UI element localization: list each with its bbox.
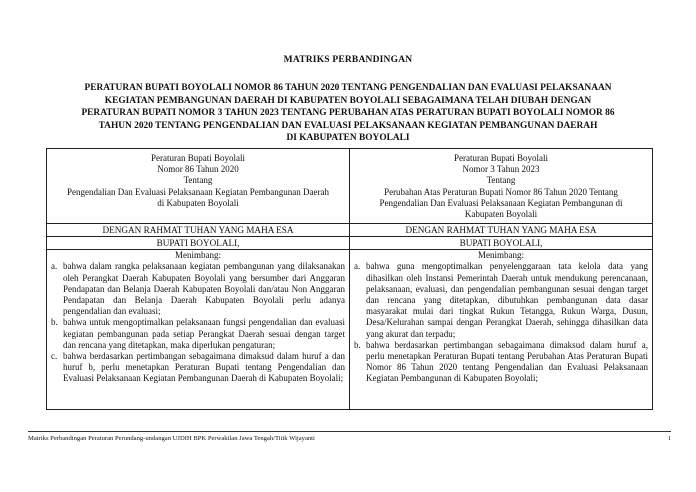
page-number: 1 xyxy=(667,435,671,442)
list-marker: b. xyxy=(354,339,361,350)
official-row xyxy=(47,237,653,250)
header-line: di Kabupaten Boyolali xyxy=(157,197,239,208)
regulation-header-row xyxy=(47,149,653,224)
list-item-text: bahwa guna mengoptimalkan penyelenggaraan tata kelola data yang dihasilkan oleh Instansi Pemerintah Daerah untuk mendukung perencanaan, pelaksanaan, evaluasi, dan pengendalian pembangunan sesuai dengan target dan rencana yang ditetapkan, dibutuhkan pembangunan data dasar masyarakat mulai dari tingkat Rukun Tetangga, Rukun Warga, Dusun, Desa/Kelurahan sampai dengan Perangkat Daerah, sehingga dihasilkan data yang akurat dan terpadu; xyxy=(366,261,648,339)
page-title: MATRIKS PERBANDINGAN xyxy=(283,55,413,65)
list-item xyxy=(51,261,345,317)
considering-list xyxy=(51,261,345,384)
subtitle-line: DI KABUPATEN BOYOLALI xyxy=(286,133,410,144)
right-considering xyxy=(350,250,653,409)
list-item-text: bahwa berdasarkan pertimbangan sebagaimana dimaksud dalam huruf a, perlu menetapkan Peraturan Bupati tentang Perubahan Atas Peraturan Bupati Nomor 86 Tahun 2020 tentang Pengendalian dan Evaluasi Pelaksanaan Kegiatan Pembangunan di Kabupaten Boyolali; xyxy=(366,339,648,384)
list-item xyxy=(51,317,345,351)
left-official: BUPATI BOYOLALI, xyxy=(47,237,350,250)
considering-label: Menimbang: xyxy=(175,250,221,261)
list-marker: b. xyxy=(51,317,58,328)
comparison-table xyxy=(46,148,653,410)
list-item xyxy=(354,261,648,339)
list-item-text: bahwa untuk mengoptimalkan pelaksanaan fungsi pengendalian dan evaluasi kegiatan pembangunan pada setiap Perangkat Daerah sesuai dengan target dan rencana yang ditetapkan, maka diperlukan pengaturan; xyxy=(63,317,345,350)
left-considering xyxy=(47,250,350,409)
left-grace: DENGAN RAHMAT TUHAN YANG MAHA ESA xyxy=(47,224,350,237)
header-line: Peraturan Bupati Boyolali xyxy=(151,153,245,163)
considering-label: Menimbang: xyxy=(478,250,524,261)
list-marker: a. xyxy=(354,261,361,272)
header-line: Kabupaten Boyolali xyxy=(464,209,538,220)
list-marker: a. xyxy=(51,261,58,272)
grace-row xyxy=(47,224,653,237)
footer-text: Matriks Perbandingan Peraturan Perundang-undangan UJDIH BPK Perwakilan Jawa Tengah/Titik Wijayanti xyxy=(28,435,315,442)
list-item xyxy=(51,351,345,385)
considering-list xyxy=(354,261,648,384)
document-subtitle xyxy=(60,82,636,145)
left-regulation-header xyxy=(47,149,350,224)
list-marker: c. xyxy=(51,351,58,362)
subtitle-line: TAHUN 2020 TENTANG PENGENDALIAN DAN EVALUASI PELAKSANAAN KEGIATAN PEMBANGUNAN DAERAH xyxy=(98,120,598,131)
page-footer xyxy=(28,431,671,442)
header-line: Tentang xyxy=(486,175,516,186)
subtitle-line: PERATURAN BUPATI NOMOR 3 TAHUN 2023 TENTANG PERUBAHAN ATAS PERATURAN BUPATI BOYOLALI NOMOR 86 xyxy=(81,108,615,119)
header-line: Perubahan Atas Peraturan Bupati Nomor 86 Tahun 2020 Tentang xyxy=(384,186,618,197)
list-item xyxy=(354,340,648,385)
list-item-text: bahwa berdasarkan pertimbangan sebagaimana dimaksud dalam huruf a dan huruf b, perlu menetapkan Peraturan Bupati tentang Pengendalian dan Evaluasi Pelaksanaan Kegiatan Pembangunan Daerah di Kabupaten Boyolali; xyxy=(63,351,345,384)
header-line: Nomor 3 Tahun 2023 xyxy=(462,164,540,175)
header-line: Tentang xyxy=(183,175,213,186)
considering-row xyxy=(47,250,653,409)
header-line: Pengendalian Dan Evaluasi Pelaksanaan Kegiatan Pembangunan di xyxy=(379,197,623,208)
right-regulation-header xyxy=(350,149,653,224)
list-item-text: bahwa dalam rangka pelaksanaan kegiatan pembangunan yang dilaksanakan oleh Perangkat Daerah Kabupaten Boyolali yang bersumber dari Anggaran Pendapatan dan Belanja Daerah Kabupaten Boyolali dan/atau Non Anggaran Pendapatan dan Belanja Daerah Kabupaten Boyolali perlu adanya pengendalian dan evaluasi; xyxy=(63,261,345,317)
right-grace: DENGAN RAHMAT TUHAN YANG MAHA ESA xyxy=(350,224,653,237)
subtitle-line: KEGIATAN PEMBANGUNAN DAERAH DI KABUPATEN BOYOLALI SEBAGAIMANA TELAH DIUBAH DENGAN xyxy=(104,95,592,106)
header-line: Nomor 86 Tahun 2020 xyxy=(157,164,239,175)
header-line: Peraturan Bupati Boyolali xyxy=(454,153,548,163)
header-line: Pengendalian Dan Evaluasi Pelaksanaan Kegiatan Pembangunan Daerah xyxy=(67,186,329,197)
subtitle-line: PERATURAN BUPATI BOYOLALI NOMOR 86 TAHUN 2020 TENTANG PENGENDALIAN DAN EVALUASI PELAKSANAAN xyxy=(84,83,612,93)
right-official: BUPATI BOYOLALI, xyxy=(350,237,653,250)
